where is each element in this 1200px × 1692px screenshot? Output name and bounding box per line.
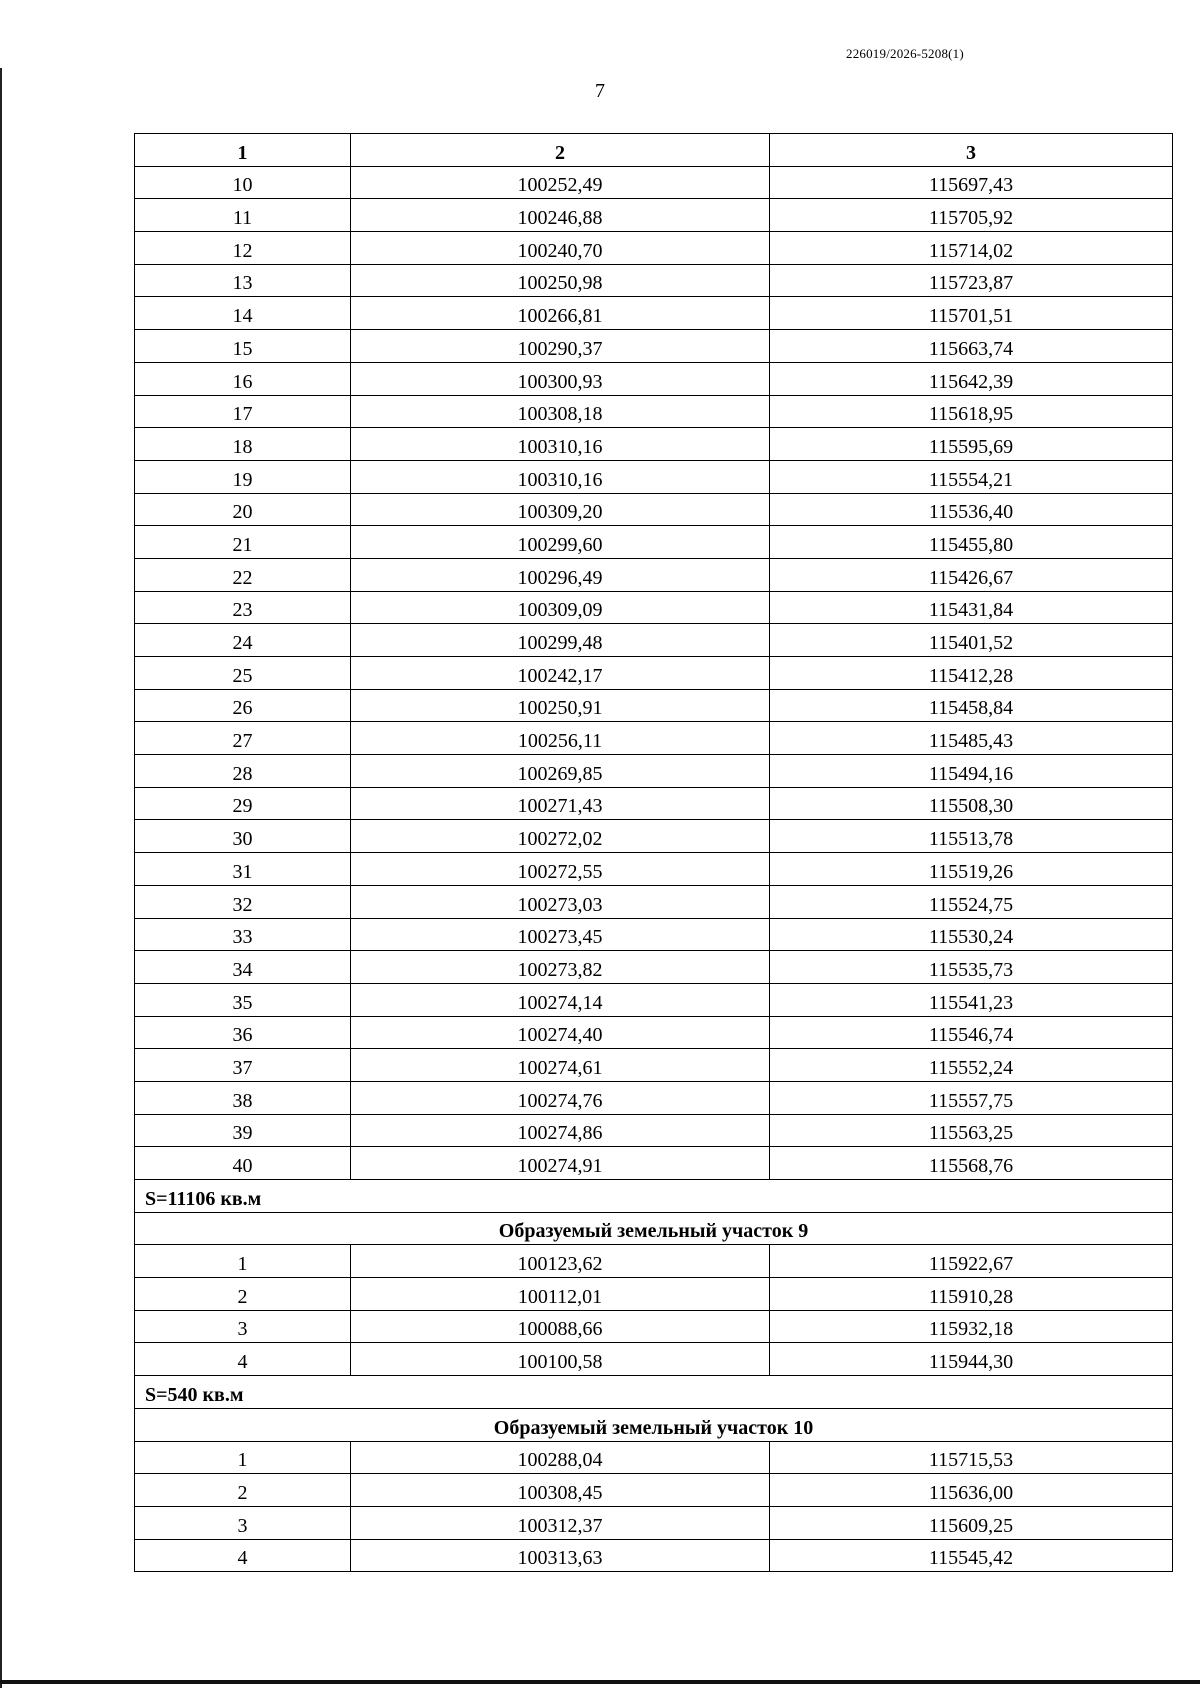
column-header-1: 1 [135, 134, 351, 167]
point-number-cell: 30 [135, 820, 351, 853]
point-number-cell: 3 [135, 1310, 351, 1343]
table-row [135, 1114, 1173, 1147]
table-row [135, 1310, 1173, 1343]
coordinates-table [134, 133, 1173, 1572]
y-coordinate-cell: 115568,76 [770, 1147, 1173, 1180]
scan-bottom-edge [0, 1680, 1200, 1684]
x-coordinate-cell: 100300,93 [351, 362, 770, 395]
y-coordinate-cell: 115426,67 [770, 558, 1173, 591]
section-title: Образуемый земельный участок 10 [135, 1408, 1173, 1441]
column-header-2: 2 [351, 134, 770, 167]
point-number-cell: 20 [135, 493, 351, 526]
y-coordinate-cell: 115524,75 [770, 885, 1173, 918]
x-coordinate-cell: 100274,40 [351, 1016, 770, 1049]
y-coordinate-cell: 115552,24 [770, 1049, 1173, 1082]
x-coordinate-cell: 100112,01 [351, 1278, 770, 1311]
table-row [135, 1474, 1173, 1507]
point-number-cell: 24 [135, 624, 351, 657]
table-row [135, 232, 1173, 265]
table-row [135, 853, 1173, 886]
x-coordinate-cell: 100274,86 [351, 1114, 770, 1147]
y-coordinate-cell: 115618,95 [770, 395, 1173, 428]
x-coordinate-cell: 100290,37 [351, 330, 770, 363]
x-coordinate-cell: 100288,04 [351, 1441, 770, 1474]
x-coordinate-cell: 100088,66 [351, 1310, 770, 1343]
section-title-row [135, 1408, 1173, 1441]
point-number-cell: 21 [135, 526, 351, 559]
x-coordinate-cell: 100296,49 [351, 558, 770, 591]
table-row [135, 362, 1173, 395]
y-coordinate-cell: 115701,51 [770, 297, 1173, 330]
y-coordinate-cell: 115494,16 [770, 755, 1173, 788]
table-row [135, 1016, 1173, 1049]
point-number-cell: 18 [135, 428, 351, 461]
point-number-cell: 4 [135, 1343, 351, 1376]
x-coordinate-cell: 100273,82 [351, 951, 770, 984]
table-row [135, 330, 1173, 363]
y-coordinate-cell: 115535,73 [770, 951, 1173, 984]
x-coordinate-cell: 100309,20 [351, 493, 770, 526]
point-number-cell: 4 [135, 1539, 351, 1572]
table-row [135, 591, 1173, 624]
point-number-cell: 33 [135, 918, 351, 951]
table-row [135, 983, 1173, 1016]
x-coordinate-cell: 100308,18 [351, 395, 770, 428]
x-coordinate-cell: 100273,03 [351, 885, 770, 918]
table-row [135, 885, 1173, 918]
table-row [135, 199, 1173, 232]
point-number-cell: 40 [135, 1147, 351, 1180]
y-coordinate-cell: 115508,30 [770, 787, 1173, 820]
table-row [135, 820, 1173, 853]
scan-left-edge [0, 68, 2, 1688]
y-coordinate-cell: 115401,52 [770, 624, 1173, 657]
table-header-row [135, 134, 1173, 167]
point-number-cell: 23 [135, 591, 351, 624]
y-coordinate-cell: 115932,18 [770, 1310, 1173, 1343]
point-number-cell: 1 [135, 1441, 351, 1474]
point-number-cell: 34 [135, 951, 351, 984]
point-number-cell: 19 [135, 460, 351, 493]
table-row [135, 1343, 1173, 1376]
y-coordinate-cell: 115563,25 [770, 1114, 1173, 1147]
y-coordinate-cell: 115431,84 [770, 591, 1173, 624]
x-coordinate-cell: 100256,11 [351, 722, 770, 755]
point-number-cell: 12 [135, 232, 351, 265]
y-coordinate-cell: 115485,43 [770, 722, 1173, 755]
x-coordinate-cell: 100274,14 [351, 983, 770, 1016]
point-number-cell: 35 [135, 983, 351, 1016]
x-coordinate-cell: 100309,09 [351, 591, 770, 624]
point-number-cell: 37 [135, 1049, 351, 1082]
table-row [135, 1147, 1173, 1180]
table-row [135, 1049, 1173, 1082]
point-number-cell: 14 [135, 297, 351, 330]
point-number-cell: 25 [135, 657, 351, 690]
document-reference: 226019/2026-5208(1) [846, 46, 964, 61]
point-number-cell: 28 [135, 755, 351, 788]
point-number-cell: 2 [135, 1278, 351, 1311]
table-row [135, 395, 1173, 428]
y-coordinate-cell: 115697,43 [770, 166, 1173, 199]
point-number-cell: 22 [135, 558, 351, 591]
x-coordinate-cell: 100272,02 [351, 820, 770, 853]
y-coordinate-cell: 115554,21 [770, 460, 1173, 493]
table-row [135, 428, 1173, 461]
y-coordinate-cell: 115944,30 [770, 1343, 1173, 1376]
table-row [135, 1278, 1173, 1311]
y-coordinate-cell: 115715,53 [770, 1441, 1173, 1474]
point-number-cell: 13 [135, 264, 351, 297]
table-row [135, 787, 1173, 820]
y-coordinate-cell: 115609,25 [770, 1506, 1173, 1539]
column-header-3: 3 [770, 134, 1173, 167]
y-coordinate-cell: 115546,74 [770, 1016, 1173, 1049]
table-row [135, 558, 1173, 591]
x-coordinate-cell: 100242,17 [351, 657, 770, 690]
y-coordinate-cell: 115545,42 [770, 1539, 1173, 1572]
y-coordinate-cell: 115910,28 [770, 1278, 1173, 1311]
table-row [135, 166, 1173, 199]
point-number-cell: 17 [135, 395, 351, 428]
y-coordinate-cell: 115705,92 [770, 199, 1173, 232]
y-coordinate-cell: 115636,00 [770, 1474, 1173, 1507]
table-row [135, 918, 1173, 951]
y-coordinate-cell: 115513,78 [770, 820, 1173, 853]
table-body [135, 166, 1173, 1572]
x-coordinate-cell: 100274,61 [351, 1049, 770, 1082]
table-row [135, 624, 1173, 657]
point-number-cell: 15 [135, 330, 351, 363]
y-coordinate-cell: 115458,84 [770, 689, 1173, 722]
x-coordinate-cell: 100313,63 [351, 1539, 770, 1572]
x-coordinate-cell: 100273,45 [351, 918, 770, 951]
y-coordinate-cell: 115663,74 [770, 330, 1173, 363]
x-coordinate-cell: 100271,43 [351, 787, 770, 820]
x-coordinate-cell: 100274,91 [351, 1147, 770, 1180]
x-coordinate-cell: 100274,76 [351, 1081, 770, 1114]
point-number-cell: 29 [135, 787, 351, 820]
section-title: Образуемый земельный участок 9 [135, 1212, 1173, 1245]
table-row [135, 460, 1173, 493]
x-coordinate-cell: 100310,16 [351, 428, 770, 461]
table-row [135, 1081, 1173, 1114]
x-coordinate-cell: 100246,88 [351, 199, 770, 232]
x-coordinate-cell: 100312,37 [351, 1506, 770, 1539]
y-coordinate-cell: 115412,28 [770, 657, 1173, 690]
point-number-cell: 27 [135, 722, 351, 755]
table-row [135, 1539, 1173, 1572]
x-coordinate-cell: 100250,98 [351, 264, 770, 297]
table-row [135, 657, 1173, 690]
y-coordinate-cell: 115455,80 [770, 526, 1173, 559]
point-number-cell: 39 [135, 1114, 351, 1147]
y-coordinate-cell: 115519,26 [770, 853, 1173, 886]
point-number-cell: 31 [135, 853, 351, 886]
point-number-cell: 26 [135, 689, 351, 722]
table-row [135, 755, 1173, 788]
y-coordinate-cell: 115541,23 [770, 983, 1173, 1016]
x-coordinate-cell: 100308,45 [351, 1474, 770, 1507]
x-coordinate-cell: 100269,85 [351, 755, 770, 788]
point-number-cell: 10 [135, 166, 351, 199]
y-coordinate-cell: 115714,02 [770, 232, 1173, 265]
area-label: S=11106 кв.м [135, 1180, 1173, 1213]
table-row [135, 1245, 1173, 1278]
table-row [135, 1441, 1173, 1474]
x-coordinate-cell: 100299,48 [351, 624, 770, 657]
point-number-cell: 1 [135, 1245, 351, 1278]
y-coordinate-cell: 115536,40 [770, 493, 1173, 526]
point-number-cell: 11 [135, 199, 351, 232]
x-coordinate-cell: 100100,58 [351, 1343, 770, 1376]
table-row [135, 297, 1173, 330]
point-number-cell: 3 [135, 1506, 351, 1539]
point-number-cell: 16 [135, 362, 351, 395]
y-coordinate-cell: 115642,39 [770, 362, 1173, 395]
x-coordinate-cell: 100123,62 [351, 1245, 770, 1278]
x-coordinate-cell: 100252,49 [351, 166, 770, 199]
point-number-cell: 2 [135, 1474, 351, 1507]
x-coordinate-cell: 100266,81 [351, 297, 770, 330]
table-row [135, 689, 1173, 722]
point-number-cell: 36 [135, 1016, 351, 1049]
table-row [135, 493, 1173, 526]
section-title-row [135, 1212, 1173, 1245]
x-coordinate-cell: 100310,16 [351, 460, 770, 493]
x-coordinate-cell: 100250,91 [351, 689, 770, 722]
point-number-cell: 32 [135, 885, 351, 918]
table-row [135, 1506, 1173, 1539]
y-coordinate-cell: 115595,69 [770, 428, 1173, 461]
y-coordinate-cell: 115557,75 [770, 1081, 1173, 1114]
area-row [135, 1180, 1173, 1213]
y-coordinate-cell: 115922,67 [770, 1245, 1173, 1278]
point-number-cell: 38 [135, 1081, 351, 1114]
x-coordinate-cell: 100272,55 [351, 853, 770, 886]
y-coordinate-cell: 115530,24 [770, 918, 1173, 951]
area-row [135, 1376, 1173, 1409]
table-row [135, 264, 1173, 297]
table-row [135, 951, 1173, 984]
x-coordinate-cell: 100299,60 [351, 526, 770, 559]
table-row [135, 722, 1173, 755]
table-row [135, 526, 1173, 559]
y-coordinate-cell: 115723,87 [770, 264, 1173, 297]
area-label: S=540 кв.м [135, 1376, 1173, 1409]
x-coordinate-cell: 100240,70 [351, 232, 770, 265]
page-number: 7 [595, 80, 605, 102]
